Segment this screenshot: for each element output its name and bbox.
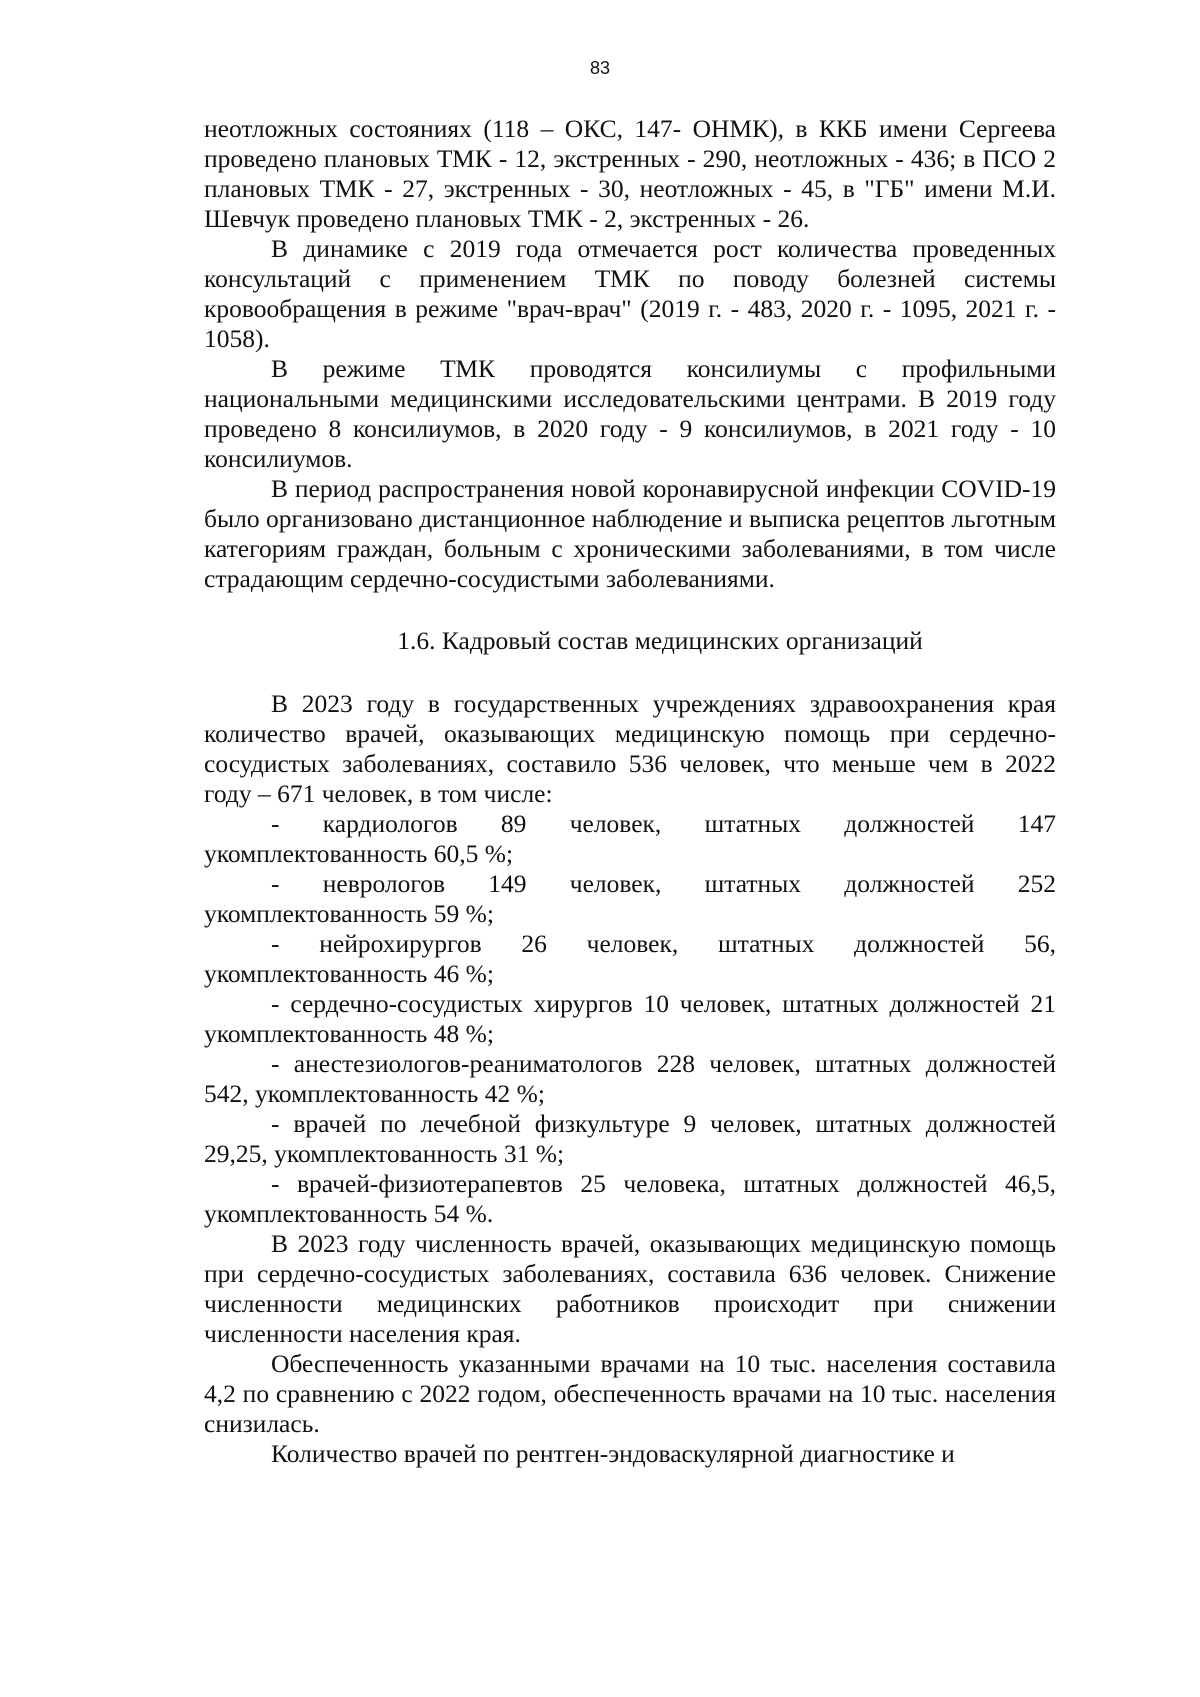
page-number: 83 xyxy=(589,58,611,78)
section-heading: 1.6. Кадровый состав медицинских организаций xyxy=(397,626,923,655)
paragraph-doctor-numbers-2023: В 2023 году численность врачей, оказывающих медицинскую помощь при сердечно-сосудистых заболеваниях, составила 636 человек. Снижение численности медицинских работников происходит при снижении численности населения края. xyxy=(204,1229,1056,1348)
paragraph-xray-endovascular: Количество врачей по рентген-эндоваскулярной диагностике и xyxy=(271,1439,955,1468)
list-item-physical-therapy-doctors: - врачей по лечебной физкультуре 9 человек, штатных должностей 29,25, укомплектованность 31 %; xyxy=(204,1109,1056,1168)
list-item-neurologists: - неврологов 149 человек, штатных должностей 252 укомплектованность 59 %; xyxy=(204,869,1056,928)
paragraph-consiliums: В режиме ТМК проводятся консилиумы с профильными национальными медицинскими исследовательскими центрами. В 2019 году проведено 8 консилиумов, в 2020 году - 9 консилиумов, в 2021 году - 10 консилиумов. xyxy=(204,354,1056,473)
paragraph-covid: В период распространения новой коронавирусной инфекции COVID-19 было организовано дистанционное наблюдение и выписка рецептов льготным категориям граждан, больным с хроническими заболеваниями, в том числе страдающим сердечно-сосудистыми заболеваниями. xyxy=(204,474,1056,593)
body-text xyxy=(204,114,1056,1469)
list-item-vascular-surgeons: - сердечно-сосудистых хирургов 10 человек, штатных должностей 21 укомплектованность 48 %; xyxy=(204,989,1056,1048)
paragraph-tmk-continuation: неотложных состояниях (118 – ОКС, 147- ОНМК), в ККБ имени Сергеева проведено плановых ТМК - 12, экстренных - 290, неотложных - 436; в ПСО 2 плановых ТМК - 27, экстренных - 30, неотложных - 45, в "ГБ" имени М.И. Шевчук проведено плановых ТМК - 2, экстренных - 26. xyxy=(204,114,1056,233)
list-item-cardiologists: - кардиологов 89 человек, штатных должностей 147 укомплектованность 60,5 %; xyxy=(204,809,1056,868)
list-item-physiotherapists: - врачей-физиотерапевтов 25 человека, штатных должностей 46,5, укомплектованность 54 %. xyxy=(204,1169,1056,1228)
list-item-anesthesiologists: - анестезиологов-реаниматологов 228 человек, штатных должностей 542, укомплектованность 42 %; xyxy=(204,1049,1056,1108)
paragraph-dynamics: В динамике с 2019 года отмечается рост количества проведенных консультаций с применением ТМК по поводу болезней системы кровообращения в режиме "врач-врач" (2019 г. - 483, 2020 г. - 1095, 2021 г. - 1058). xyxy=(204,234,1056,353)
list-item-neurosurgeons: - нейрохирургов 26 человек, штатных должностей 56, укомплектованность 46 %; xyxy=(204,929,1056,988)
paragraph-staff-count: В 2023 году в государственных учреждениях здравоохранения края количество врачей, оказывающих медицинскую помощь при сердечно-сосудистых заболеваниях, составило 536 человек, что меньше чем в 2022 году – 671 человек, в том числе: xyxy=(204,689,1056,808)
paragraph-provision: Обеспеченность указанными врачами на 10 тыс. населения составила 4,2 по сравнению с 2022 годом, обеспеченность врачами на 10 тыс. населения снизилась. xyxy=(204,1349,1056,1438)
